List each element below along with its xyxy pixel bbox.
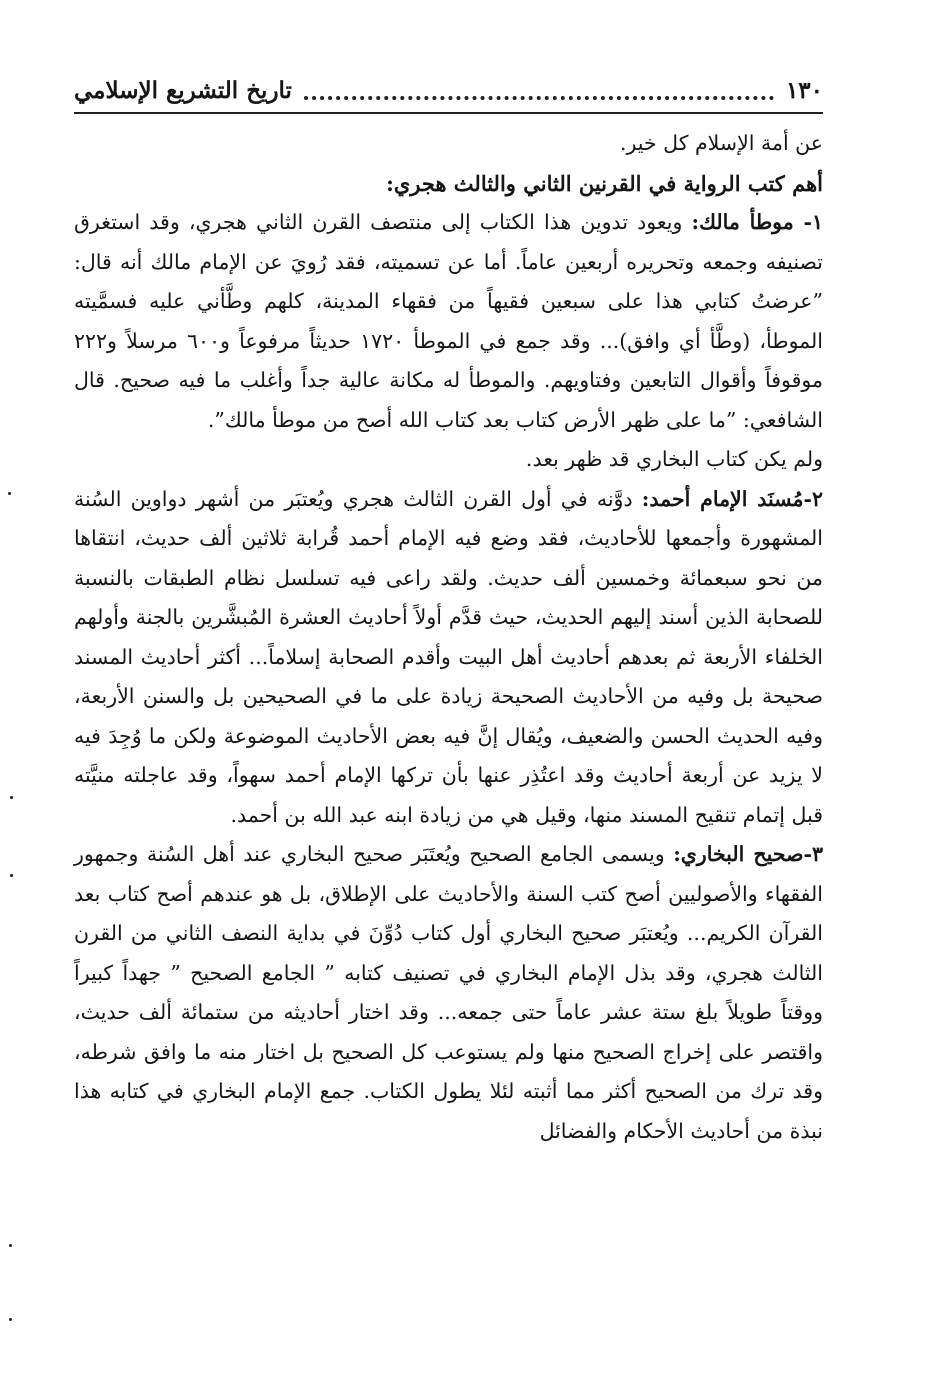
margin-speck	[9, 1244, 12, 1247]
running-title: تاريخ التشريع الإسلامي	[74, 77, 292, 104]
page-number: ١٣٠	[785, 77, 823, 104]
page-header	[74, 68, 823, 110]
item-musnad	[74, 480, 823, 836]
dotted-leader	[304, 96, 774, 100]
margin-speck	[9, 1318, 12, 1321]
margin-speck	[8, 492, 11, 495]
item-text: ويعود تدوين هذا الكتاب إلى منتصف القرن الثاني هجري، وقد استغرق تصنيفه وجمعه وتحريره أربعين عاماً. أما عن تسميته، فقد رُويَ عن الإمام مالك أنه قال: ”عرضتُ كتابي هذا على سبعين فقيهاً من فقهاء المدينة، كلهم وطَّأني عليه فسمَّيته الموطأ، (وطَّأ أي وافق)... وقد جمع في الموطأ ١٧٢٠ حديثاً مرفوعاً و٦٠٠ مرسلاً و٢٢٢ موقوفاً وأقوال التابعين وفتاويهم. والموطأ له مكانة عالية جداً وأغلب ما فيه صحيح. قال الشافعي: ”ما على ظهر الأرض كتاب بعد كتاب الله أصح من موطأ مالك”.	[74, 210, 823, 432]
item-sahih-bukhari	[74, 835, 823, 1151]
body-text	[74, 124, 823, 1151]
book-page	[74, 0, 823, 1376]
item-text: دوَّنه في أول القرن الثالث هجري ويُعتبَر من أشهر دواوين السُنة المشهورة وأجمعها للأحاديث، فقد وضع فيه الإمام أحمد قُرابة ثلاثين ألف حديث، انتقاها من نحو سبعمائة وخمسين ألف حديث. ولقد راعى فيه تسلسل نظام الطبقات بالنسبة للصحابة الذين أسند إليهم الحديث، حيث قدَّم أولاً أحاديث العشرة المُبشَّرين بالجنة وأولهم الخلفاء الأربعة ثم بعدهم أحاديث أهل البيت وأقدم الصحابة إسلاماً... أكثر أحاديث المسند صحيحة بل وفيه من الأحاديث الصحيحة زيادة على ما في الصحيحين بل والسنن الأربعة، وفيه الحديث الحسن والضعيف، ويُقال إنَّ فيه بعض الأحاديث الموضوعة ولكن ما وُجِدَ فيه لا يزيد عن أربعة أحاديث وقد اعتُذِر عنها بأن تركها الإمام أحمد سهواً، وقد عاجلته منيَّته قبل إتمام تنقيح المسند منها، وقيل هي من زيادة ابنه عبد الله بن أحمد.	[74, 486, 823, 827]
item-muwatta	[74, 203, 823, 440]
section-heading: أهم كتب الرواية في القرنين الثاني والثالث هجري:	[386, 170, 823, 196]
margin-speck	[10, 874, 13, 877]
opening-line: عن أمة الإسلام كل خير.	[619, 131, 823, 155]
margin-speck	[10, 796, 13, 799]
item-title: ١- موطأ مالك:	[691, 210, 824, 234]
item-text: ويسمى الجامع الصحيح ويُعتَبَر صحيح البخاري عند أهل السُنة وجمهور الفقهاء والأصوليين أصح كتب السنة والأحاديث على الإطلاق، بل هو عندهم أصح كتاب بعد القرآن الكريم... ويُعتبَر صحيح البخاري أول كتاب دُوِّنَ في بداية النصف الثاني من القرن الثالث هجري، وقد بذل الإمام البخاري في تصنيف كتابه ” الجامع الصحيح ” جهداً كبيراً ووقتاً طويلاً بلغ ستة عشر عاماً حتى جمعه... وقد اختار أحاديثه من ستمائة ألف حديث، واقتصر على إخراج الصحيح منها ولم يستوعب كل الصحيح بل اختار منه ما وافق شرطه، وقد ترك من الصحيح أكثر مما أثبته لئلا يطول الكتاب. جمع الإمام البخاري في كتابه هذا نبذة من أحاديث الأحكام والفضائل	[74, 842, 823, 1143]
item-note: ولم يكن كتاب البخاري قد ظهر بعد.	[525, 447, 823, 471]
header-rule	[74, 112, 823, 114]
item-title: ٣-صحيح البخاري:	[673, 842, 823, 866]
item-title: ٢-مُسنَد الإمام أحمد:	[641, 486, 823, 511]
